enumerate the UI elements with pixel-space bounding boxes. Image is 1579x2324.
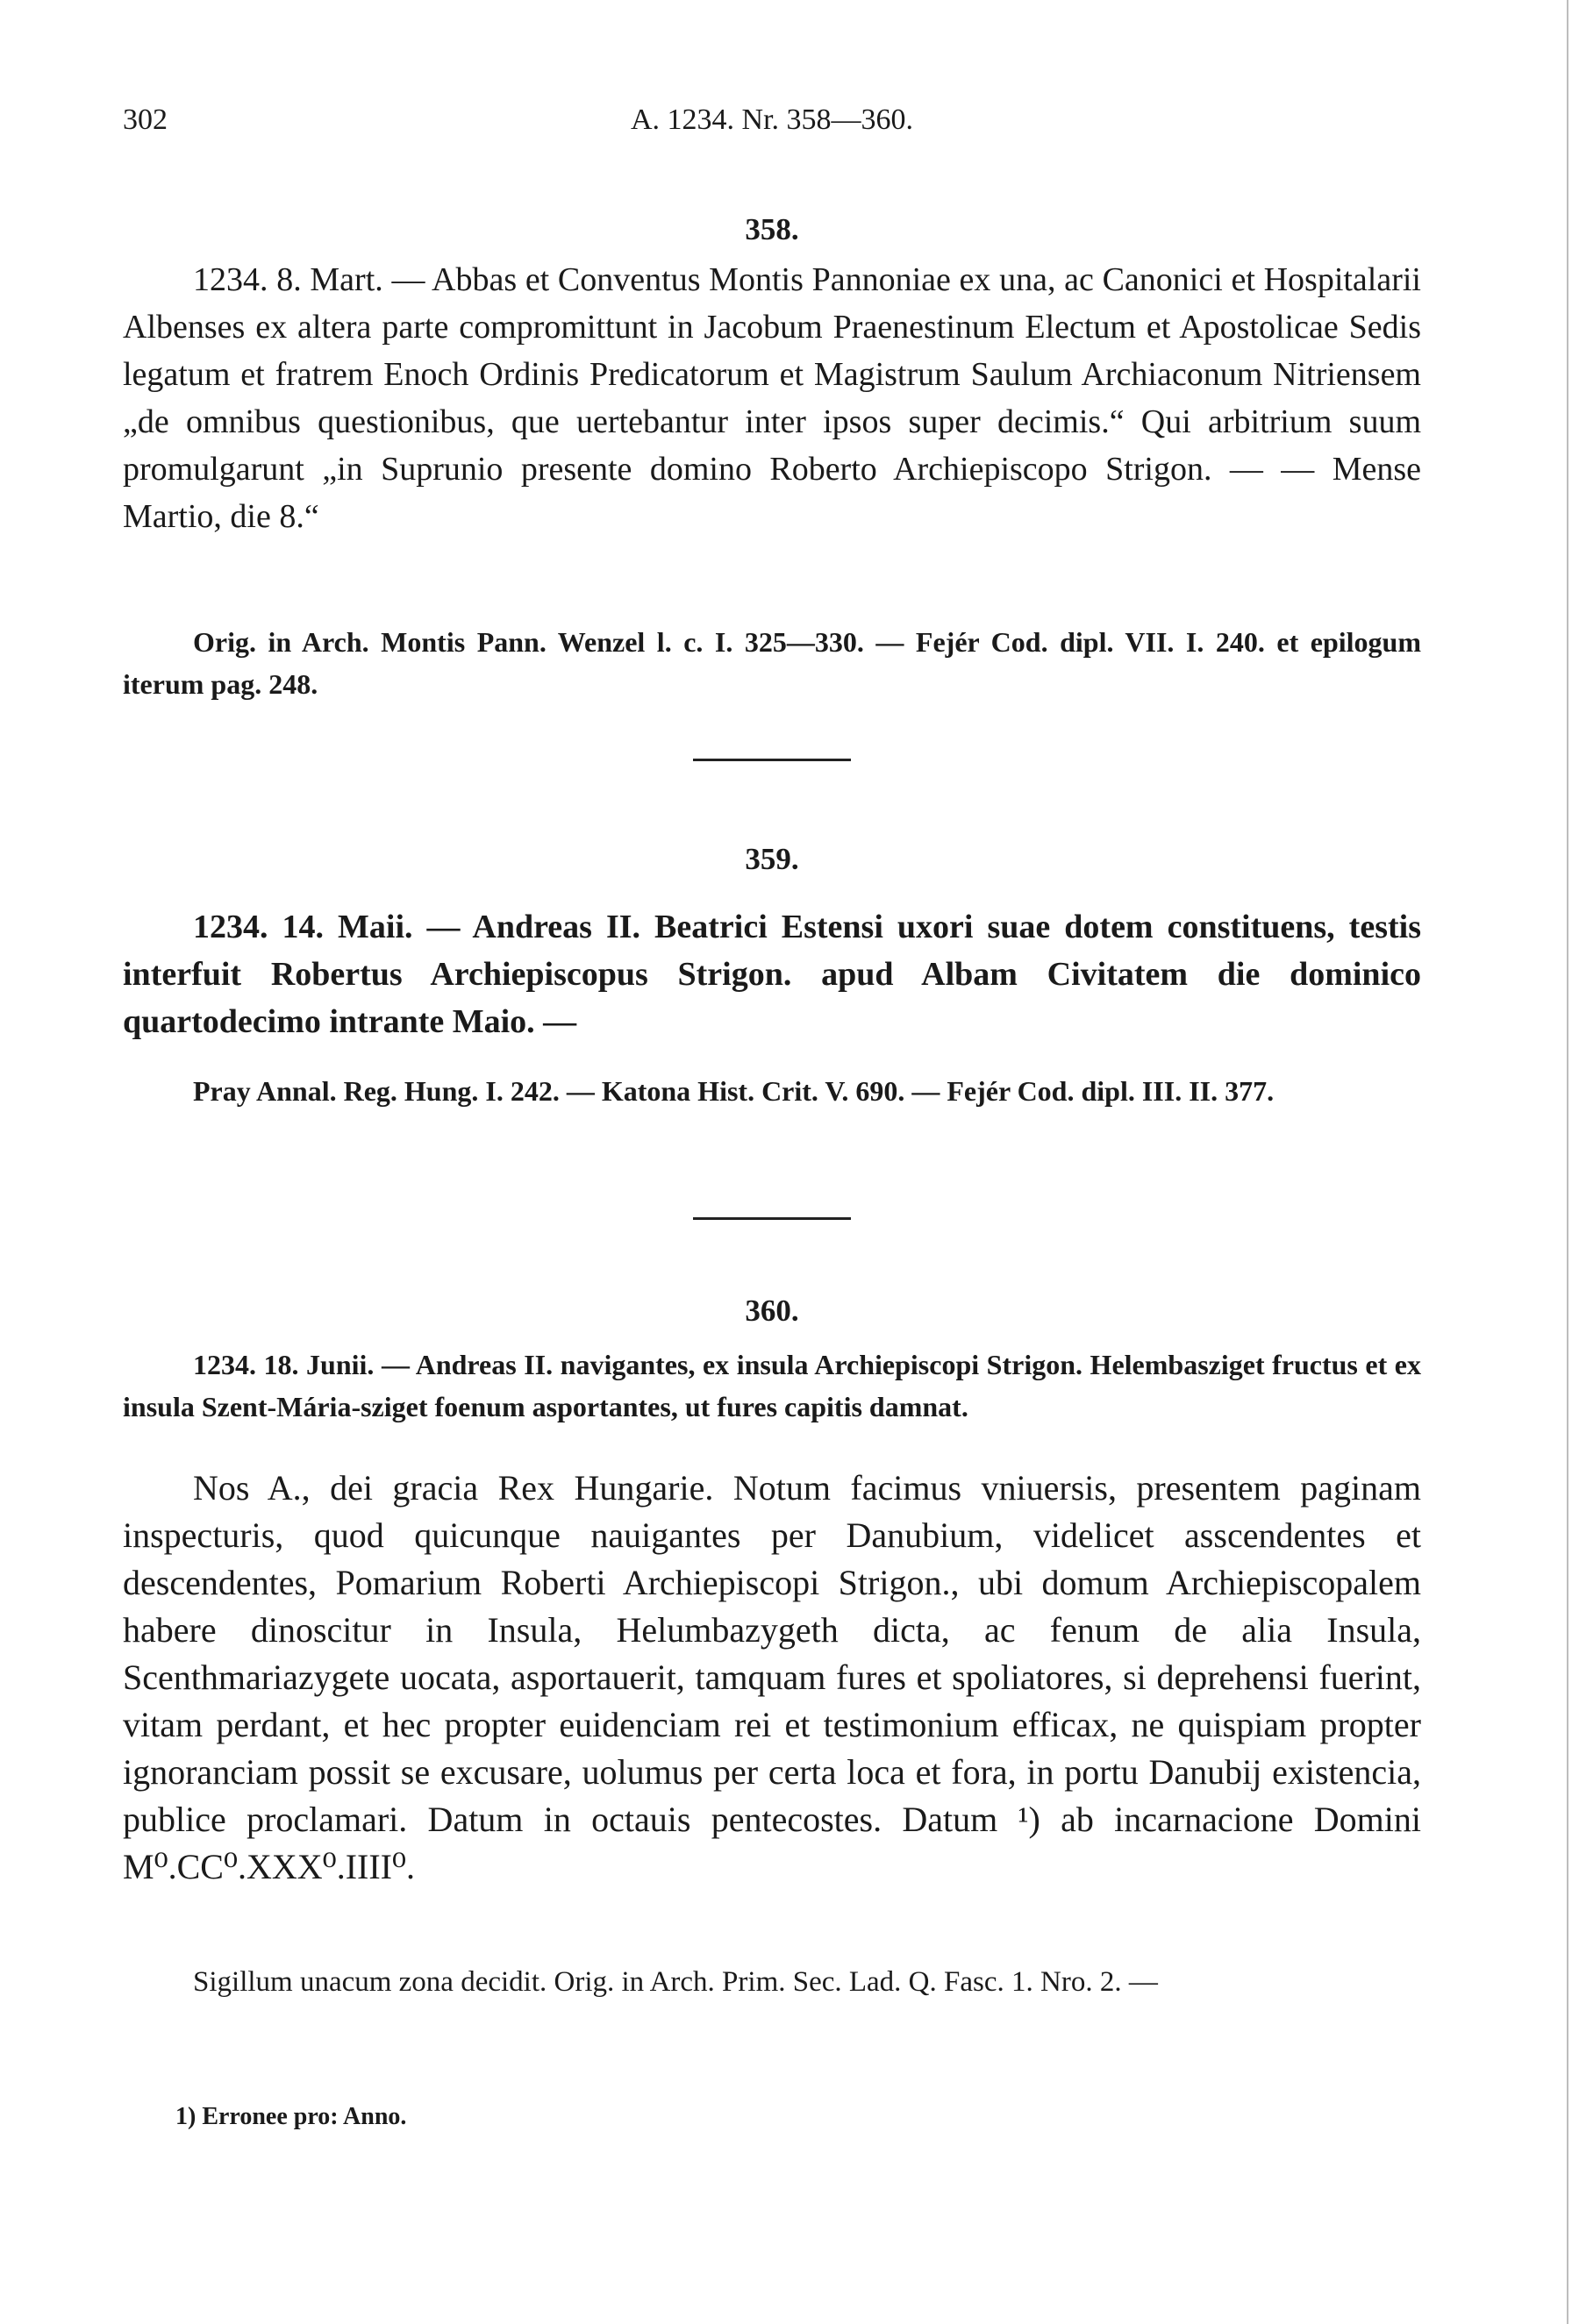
entry-number-358: 358. [745, 212, 799, 246]
entry-number-359: 359. [745, 842, 799, 876]
entry-359-source: Pray Annal. Reg. Hung. I. 242. — Katona Hist. Crit. V. 690. — Fejér Cod. dipl. III. II. 377. [193, 1075, 1275, 1107]
running-head: A. 1234. Nr. 358—360. [630, 103, 914, 136]
entry-358-source: Orig. in Arch. Montis Pann. Wenzel l. c. I. 325—330. — Fejér Cod. dipl. VII. I. 240. et epilogum iterum pag. 248. [123, 626, 1421, 700]
page-header [123, 103, 1421, 147]
entry-number-360: 360. [745, 1294, 799, 1328]
footnote: 1) Erronee pro: Anno. [175, 2103, 407, 2130]
entry-360-charter-text: Nos A., dei gracia Rex Hungarie. Notum facimus vniuersis, presentem paginam inspecturis, quod quicunque nauigantes per Danubium, videlicet asscendentes et descendentes, Pomarium Roberti Archiepiscopi Strigon., ubi domum Archiepiscopalem habere dinoscitur in Insula, Helumbazygeth dicta, ac fenum de alia Insula, Scenthmariazygete uocata, asportauerit, tamquam fures et spoliatores, si deprehensi fuerint, vitam perdant, et hec propter euidenciam rei et testimonium efficax, ne quispiam propter ignoranciam possit se excusare, uolumus per certa loca et fora, in portu Danubij existencia, publice proclamari. Datum in octauis pentecostes. Datum ¹) ab incarnacione Domini M⁰.CC⁰.XXX⁰.IIII⁰. [123, 1468, 1421, 1886]
entry-360-source: Sigillum unacum zona decidit. Orig. in Arch. Prim. Sec. Lad. Q. Fasc. 1. Nro. 2. — [193, 1966, 1158, 1998]
entry-360-summary: 1234. 18. Junii. — Andreas II. navigantes, ex insula Archiepiscopi Strigon. Helembasziget fructus et ex insula Szent-Mária-sziget foenum asportantes, ut fures capitis damnat. [123, 1349, 1421, 1422]
page-number: 302 [123, 103, 168, 136]
entry-359-text: 1234. 14. Maii. — Andreas II. Beatrici Estensi uxori suae dotem constituens, testis interfuit Robertus Archiepiscopus Strigon. apud Albam Civitatem die dominico quartodecimo intrante Maio. — [123, 909, 1421, 1040]
entry-divider [693, 759, 851, 761]
entry-divider [693, 1217, 851, 1220]
entry-358-text: 1234. 8. Mart. — Abbas et Conventus Montis Pannoniae ex una, ac Canonici et Hospitalarii Albenses ex altera parte compromittunt in Jacobum Praenestinum Electum et Apostolicae Sedis legatum et fratrem Enoch Ordinis Predicatorum et Magistrum Saulum Archiaconum Nitriensem „de omnibus questionibus, que uertebantur inter ipsos super decimis.“ Qui arbitrium suum promulgarunt „in Suprunio presente domino Roberto Archiepiscopo Strigon. — — Mense Martio, die 8.“ [123, 261, 1421, 535]
page-edge [1567, 0, 1568, 2324]
